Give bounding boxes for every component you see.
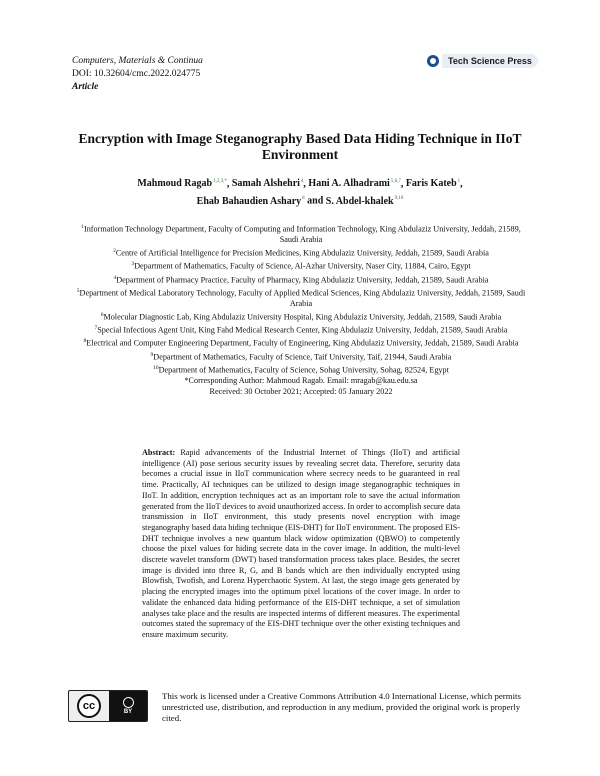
cc-by-badge[interactable] xyxy=(68,690,148,722)
orcid-icon: 8 xyxy=(302,196,305,202)
affiliation: $^1$Information Technology Department, Faculty of Computing and Information Technology, King Abdulaziz University, Jeddah, 21589, Saudi Arabia xyxy=(81,224,521,245)
affiliation: $^4$Department of Pharmacy Practice, Faculty of Pharmacy, King Abdulaziz University, Jeddah, 21589, Saudi Arabia xyxy=(113,274,489,285)
orcid-icon: 4 xyxy=(300,179,304,184)
license-text: This work is licensed under a Creative Commons Attribution 4.0 International License, which permits unrestricted use, distribution, and reproduction in any medium, provided the original work is properly cited. xyxy=(162,691,521,723)
abstract xyxy=(142,448,460,641)
article-type: Article xyxy=(72,82,99,92)
attribution-icon xyxy=(123,697,134,708)
orcid-icon: 9,10 xyxy=(394,196,404,202)
affiliation: $^8$Electrical and Computer Engineering Department, Faculty of Engineering, King Abdulaziz University, Jeddah, 21589, Saudi Arabia xyxy=(83,338,519,349)
author[interactable]: S. Abdel-khalek$^{9,10}$ xyxy=(325,195,404,207)
affiliation: $^{10}$Department of Mathematics, Faculty of Science, Sohag University, Sohag, 82524, Egypt xyxy=(153,365,449,375)
publisher-logo xyxy=(427,52,538,70)
orcid-icon: 1 xyxy=(457,179,461,184)
publisher-name: Tech Science Press xyxy=(442,54,538,68)
orcid-icon: 5,6,7 xyxy=(390,179,401,184)
cc-icon: cc xyxy=(77,694,101,718)
license-block xyxy=(68,690,536,724)
author[interactable]: Hani A. Alhadrami$^{5,6,7}$ xyxy=(308,178,401,190)
abstract-text: Rapid advancements of the Industrial Internet of Things (IIoT) and artificial intelligence (AI) pose serious security issues by revealing secret data. Therefore, security data becomes a crucial issue in IIoT communication where secrecy needs to be guaranteed in real time. Practically, AI techniques can be utilized to design image steganographic techniques in IIoT. In addition, encryption techniques act as an important role to save the actual information generated from the IIoT devices to avoid unauthorized access. In order to accomplish secure data transmission in IIoT environment, this study presents novel encryption with image steganography based data hiding technique (EIS-DHT) for IIoT environment. The proposed EIS-DHT technique involves a new quantum black widow optimization (QBWO) to competently choose the pixel values for hiding secrete data in the cover image. In addition, the multi-level discrete wavelet transform (DWT) based transformation process takes place. Besides, the secret image is divided into three R, G, and B bands which are then individually encrypted using Blowfish, Twofish, and Lorenz Hyperchaotic System. At last, the stego image gets generated by placing the encrypted images into the optimum pixel locations of the cover image. In order to validate the enhanced data hiding performance of the EIS-DHT technique, a set of simulation analyses take place and the results are inspected interms of different measures. The experimental outcomes stated the supremacy of the EIS-DHT technique over the other existing techniques and ensure maximum security. xyxy=(142,448,461,639)
affiliation: $^5$Department of Medical Laboratory Technology, Faculty of Applied Medical Sciences, King Abdulaziz University, Jeddah, 21589, Saudi Arabia xyxy=(76,287,526,309)
journal-name: Computers, Materials & Continua xyxy=(72,56,203,66)
affiliation: $^3$Department of Mathematics, Faculty of Science, Al-Azhar University, Naser City, 11884, Cairo, Egypt xyxy=(131,261,471,271)
by-label: BY xyxy=(123,709,133,715)
affiliation: $^2$Centre of Artificial Intelligence for Precision Medicines, King Abdulaziz University, Jeddah, 21589, Saudi Arabia xyxy=(113,247,489,258)
author[interactable]: Samah Alshehri$^4$ xyxy=(231,178,304,190)
affiliation: $^6$Molecular Diagnostic Lab, King Abdulaziz University Hospital, King Abdulaziz University, Jeddah, 21589, Saudi Arabia xyxy=(100,311,502,322)
author[interactable]: Faris Kateb$^1$ xyxy=(405,178,461,190)
affiliation: $^7$Special Infectious Agent Unit, King Fahd Medical Research Center, King Abdulaziz University, Jeddah, 21589, Saudi Arabia xyxy=(94,325,508,335)
author-list: Mahmoud Ragab$^{1,2,3,*}$, Samah Alshehri$^4$, Hani A. Alhadrami$^{5,6,7}$, Faris Kateb$^1$, Ehab Bahaudien Ashary$^8$ and S. Abdel-khalek$^{9,10}$ xyxy=(137,178,463,207)
journal-header xyxy=(72,55,203,94)
author[interactable]: Mahmoud Ragab$^{1,2,3,*}$ xyxy=(137,178,227,190)
author[interactable]: Ehab Bahaudien Ashary$^8$ xyxy=(196,195,305,207)
abstract-label: Abstract: xyxy=(142,448,176,457)
affiliation: $^9$Department of Mathematics, Faculty of Science, Taif University, Taif, 21944, Saudi Arabia xyxy=(150,351,452,362)
affiliations xyxy=(72,222,530,398)
doi[interactable]: DOI: 10.32604/cmc.2022.024775 xyxy=(72,69,201,79)
corresponding-author: *Corresponding Author: Mahmoud Ragab. Email: mragab@kau.edu.sa xyxy=(184,376,418,386)
paper-title: Encryption with Image Steganography Based Data Hiding Technique in IIoT Environment xyxy=(78,131,522,162)
publisher-globe-icon xyxy=(427,55,439,67)
received-accepted-dates: Received: 30 October 2021; Accepted: 05 January 2022 xyxy=(209,387,393,397)
orcid-icon: 1,2,3,* xyxy=(213,179,227,184)
